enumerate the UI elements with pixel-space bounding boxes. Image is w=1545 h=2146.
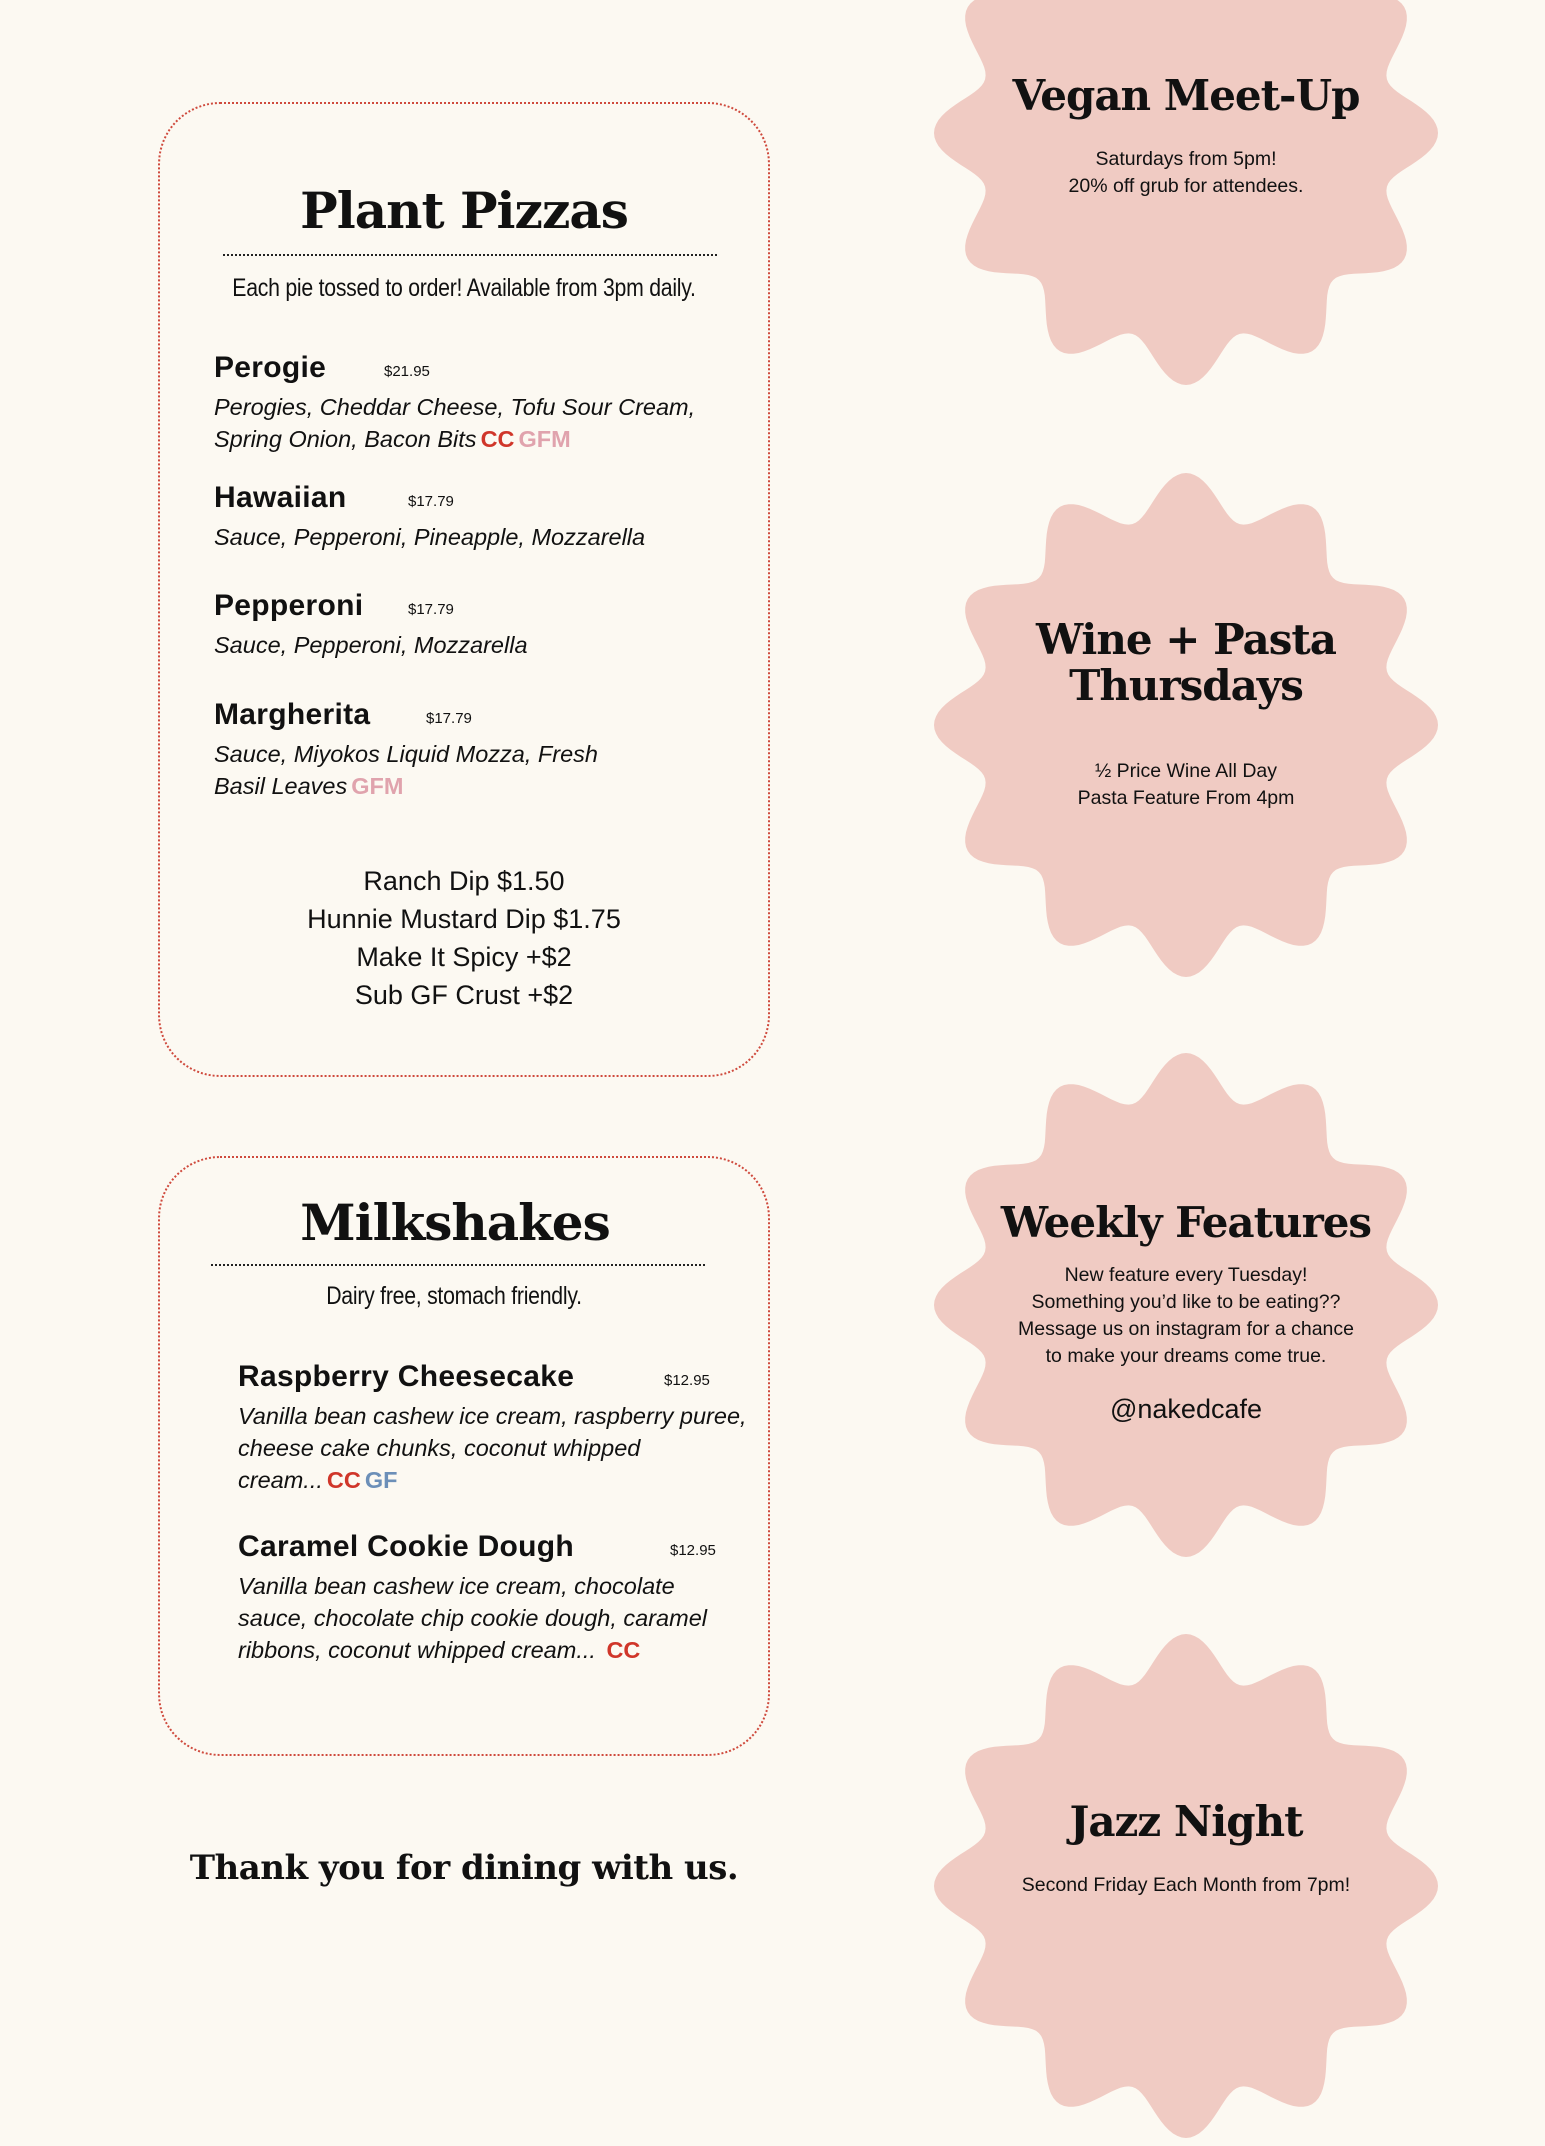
item-price: $21.95	[384, 363, 430, 380]
item-name: Raspberry Cheesecake	[238, 1360, 575, 1393]
item-description: Perogies, Cheddar Cheese, Tofu Sour Cream, Spring Onion, Bacon Bits CC GFM	[214, 394, 696, 452]
menu-item-pepperoni	[214, 589, 734, 661]
promo-text	[926, 758, 1446, 812]
promo-line: Message us on instagram for a chance	[1017, 1318, 1354, 1340]
instagram-handle: @nakedcafe	[1109, 1394, 1262, 1424]
item-name: Pepperoni	[214, 589, 364, 622]
menu-item-margherita	[214, 698, 734, 802]
menu-item-caramel-cookie-dough	[238, 1530, 748, 1666]
promo-vegan-meetup	[926, 0, 1446, 393]
pizza-section-subtitle: Each pie tossed to order! Available from 3pm daily.	[232, 274, 696, 302]
pizza-menu-panel	[158, 102, 770, 1077]
promo-weekly-features	[926, 1045, 1446, 1565]
promo-text	[926, 1262, 1446, 1370]
item-name: Margherita	[214, 698, 371, 731]
pizza-title-divider	[223, 254, 717, 256]
item-name: Hawaiian	[214, 481, 347, 514]
menu-item-perogie	[214, 351, 734, 455]
promo-title-line: Thursdays	[1069, 661, 1303, 710]
promo-text	[926, 146, 1446, 200]
promo-line: Second Friday Each Month from 7pm!	[1021, 1874, 1351, 1896]
milkshake-section-subtitle: Dairy free, stomach friendly.	[326, 1282, 582, 1310]
item-description: Vanilla bean cashew ice cream, chocolate sauce, chocolate chip cookie dough, caramel ribbons, coconut whipped cream... CC	[238, 1573, 707, 1663]
promo-wine-pasta	[926, 465, 1446, 985]
wavy-badge-shape	[926, 465, 1446, 985]
addon-item: Sub GF Crust +$2	[354, 980, 574, 1010]
thank-you-message: Thank you for dining with us.	[189, 1848, 739, 1888]
item-price: $17.79	[426, 710, 472, 727]
promo-line: Pasta Feature From 4pm	[1077, 787, 1295, 809]
item-description: Sauce, Miyokos Liquid Mozza, Fresh Basil Leaves GFM	[214, 741, 598, 799]
promo-text	[926, 1872, 1446, 1899]
item-name: Perogie	[214, 351, 327, 384]
promo-title: Vegan Meet-Up	[1012, 71, 1360, 120]
promo-line: Something you’d like to be eating??	[1031, 1291, 1341, 1313]
item-description: Sauce, Pepperoni, Mozzarella	[214, 632, 528, 658]
addon-item: Hunnie Mustard Dip $1.75	[307, 904, 621, 934]
promo-line: ½ Price Wine All Day	[1094, 760, 1278, 782]
item-description: Vanilla bean cashew ice cream, raspberry puree, cheese cake chunks, coconut whipped cream... CC GF	[238, 1403, 747, 1493]
milkshake-section-title: Milkshakes	[300, 1193, 610, 1252]
promo-jazz-night	[926, 1626, 1446, 2146]
promo-line: 20% off grub for attendees.	[1068, 175, 1304, 197]
tag-cc: CC	[480, 426, 515, 452]
pizza-section-title: Plant Pizzas	[300, 181, 628, 240]
promo-title: Jazz Night	[1069, 1797, 1303, 1846]
promo-title: Weekly Features	[1000, 1198, 1372, 1247]
item-price: $17.79	[408, 601, 454, 618]
pizza-addons	[160, 862, 768, 1014]
menu-item-raspberry-cheesecake	[238, 1360, 748, 1496]
tag-cc: CC	[326, 1467, 361, 1493]
milkshake-menu-panel	[158, 1156, 770, 1756]
promo-title	[926, 617, 1446, 709]
tag-gfm: GFM	[518, 426, 571, 452]
item-price: $17.79	[408, 493, 454, 510]
promo-line: Saturdays from 5pm!	[1095, 148, 1277, 170]
promo-title-line: Wine + Pasta	[1035, 615, 1336, 664]
promo-line: New feature every Tuesday!	[1064, 1264, 1308, 1286]
item-price: $12.95	[664, 1372, 710, 1389]
tag-cc: CC	[606, 1637, 641, 1663]
item-price: $12.95	[670, 1542, 716, 1559]
item-name: Caramel Cookie Dough	[238, 1530, 575, 1563]
menu-item-hawaiian	[214, 481, 734, 553]
item-description: Sauce, Pepperoni, Pineapple, Mozzarella	[214, 524, 646, 550]
tag-gf: GF	[364, 1467, 398, 1493]
addon-item: Ranch Dip $1.50	[363, 866, 565, 896]
tag-gfm: GFM	[351, 773, 404, 799]
addon-item: Make It Spicy +$2	[356, 942, 572, 972]
milkshake-title-divider	[211, 1264, 705, 1266]
promo-line: to make your dreams come true.	[1045, 1345, 1327, 1367]
